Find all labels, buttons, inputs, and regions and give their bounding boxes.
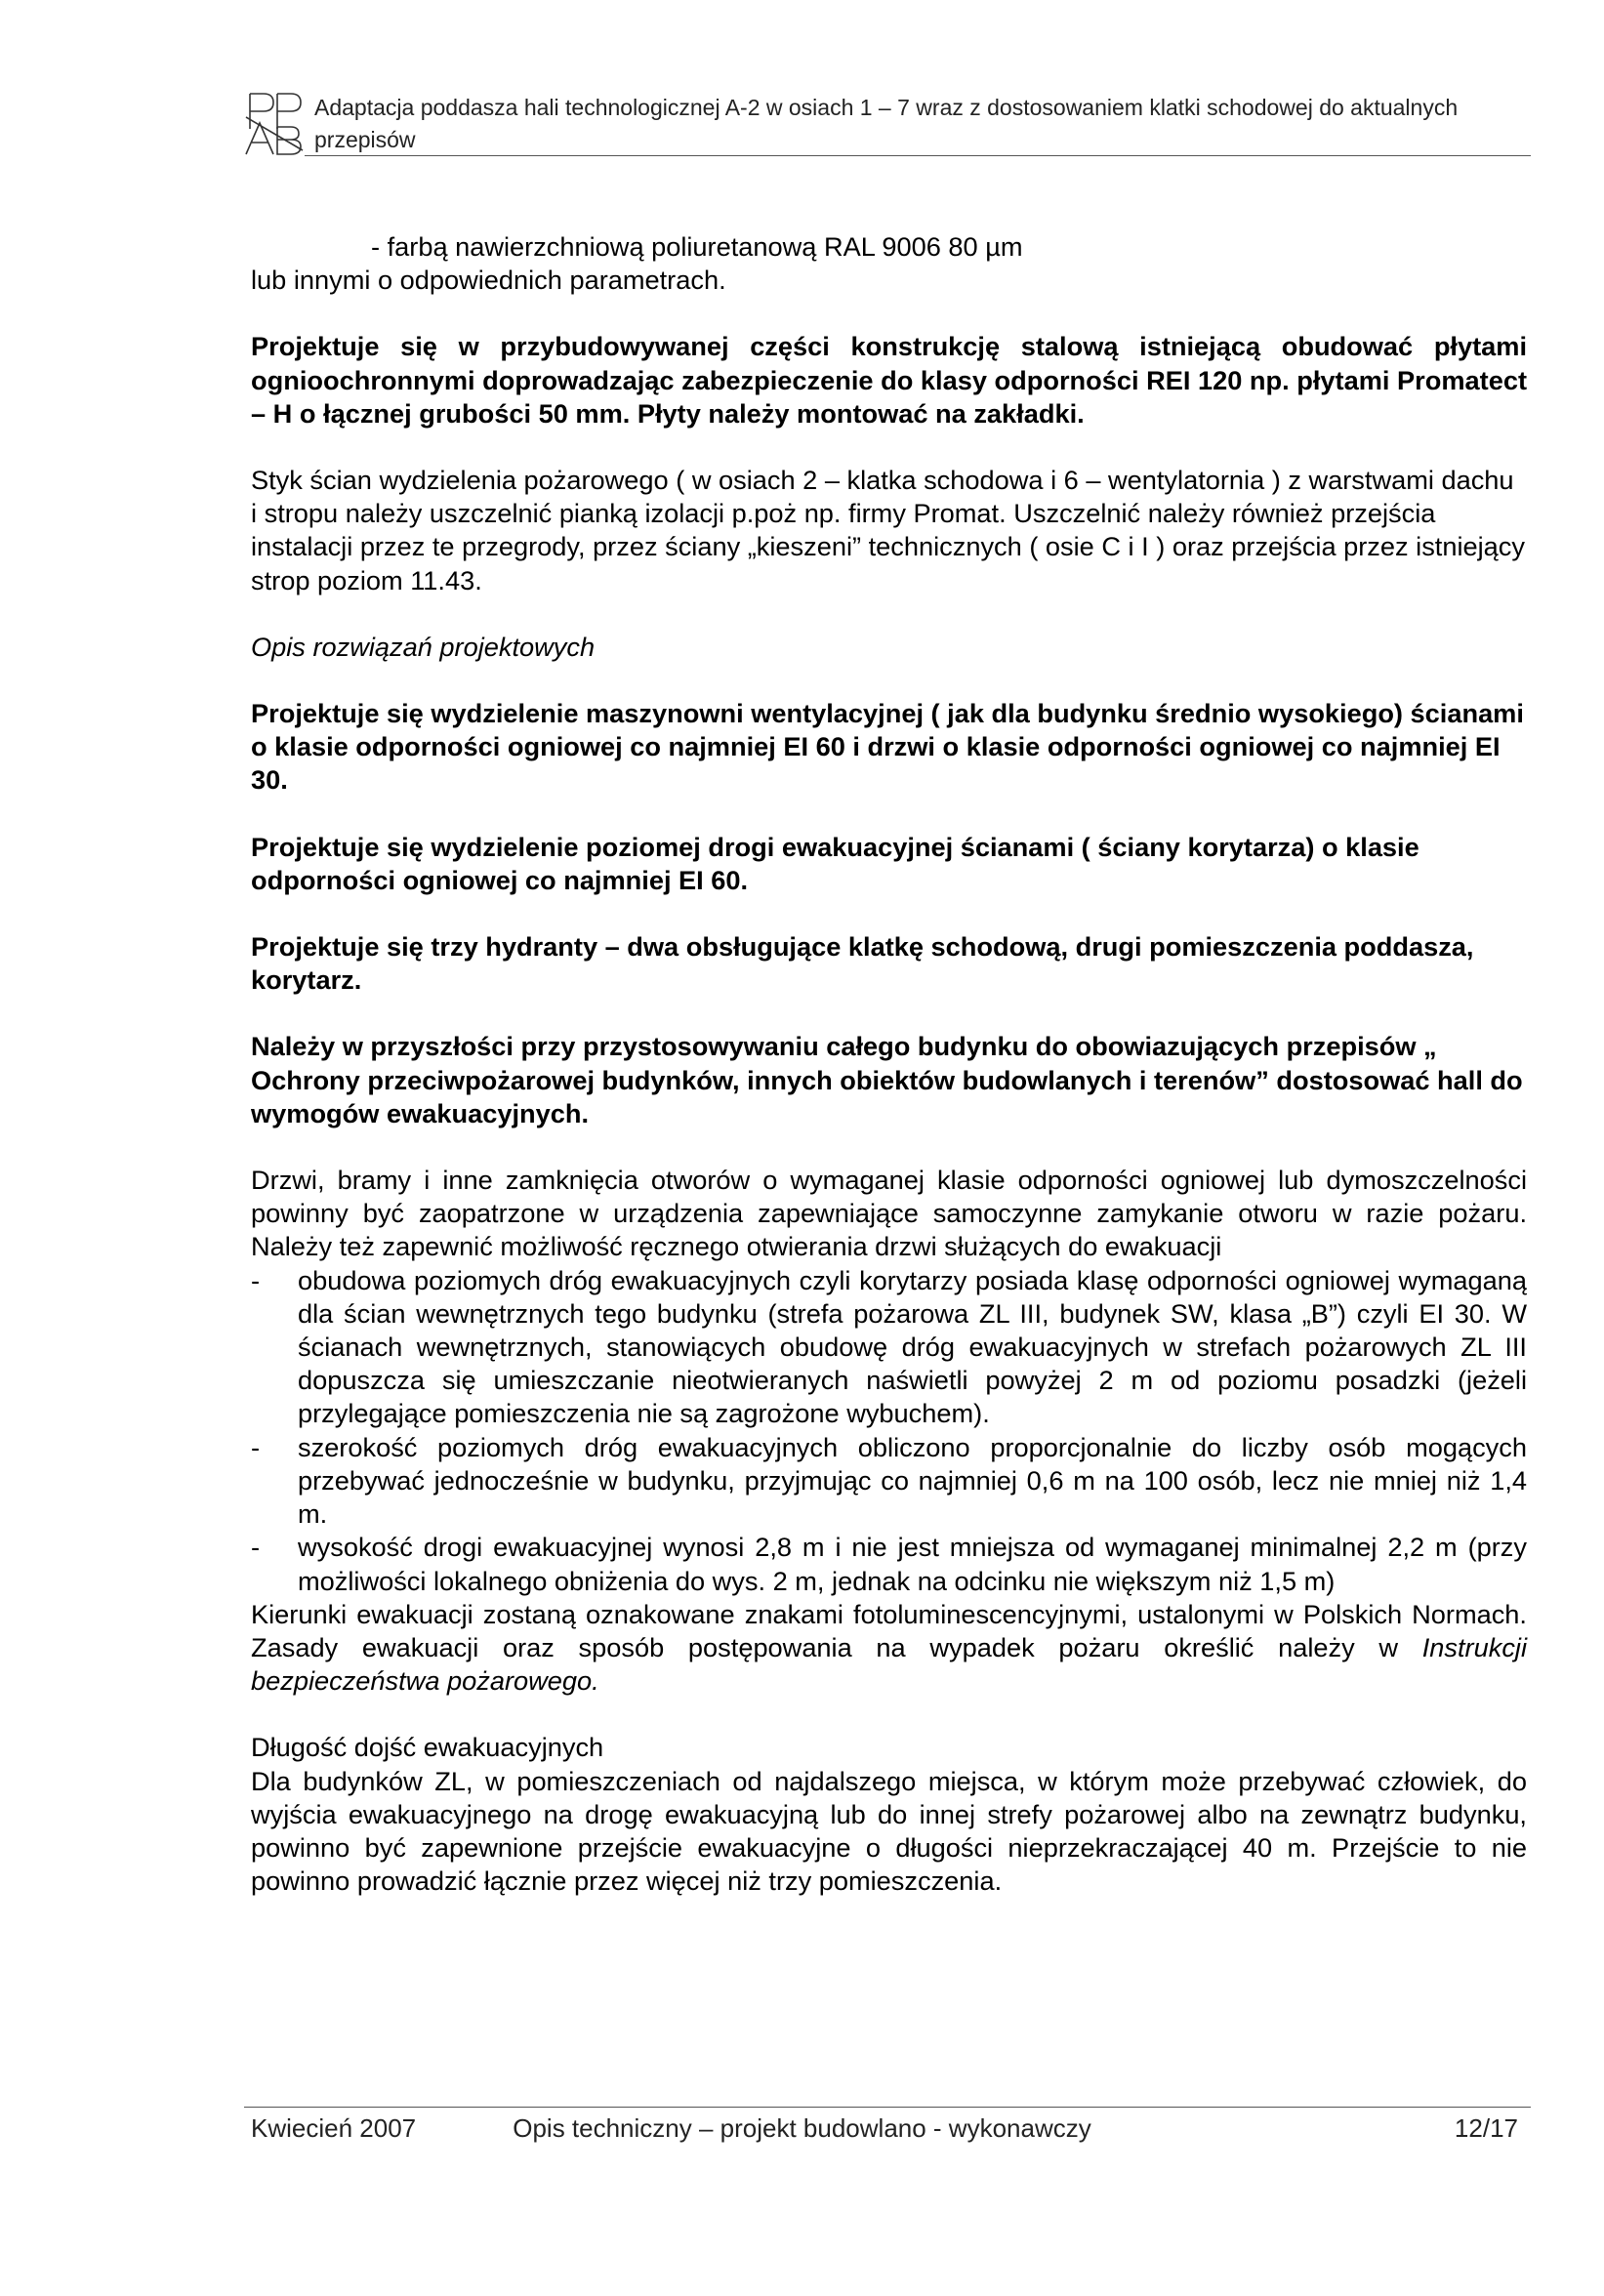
paragraph-evacuation-route: Projektuje się wydzielenie poziomej drogi ewakuacyjnej ścianami ( ściany korytarza) o klasie odporności ogniowej co najmniej EI 60. <box>251 831 1419 895</box>
paragraph-hydrants: Projektuje się trzy hydranty – dwa obsługujące klatkę schodową, drugi pomieszczenia poddasza, korytarz. <box>251 931 1474 996</box>
page-number: 12/17 <box>1454 2113 1518 2143</box>
coating-list-item: - farbą nawierzchniową poliuretanową RAL 9006 80 µm <box>371 231 1023 262</box>
header-title: Adaptacja poddasza hali technologicznej A-2 w osiach 1 – 7 wraz z dostosowaniem klatki schodowej do aktualnych przepisów <box>314 95 1459 152</box>
footer-divider <box>244 2107 1531 2108</box>
paragraph-evacuation-distance: Dla budynków ZL, w pomieszczeniach od najdalszego miejsca, w którym może przebywać człowiek, do wyjścia ewakuacyjnego na drogę ewakuacyjną lub do innej strefy pożarowej albo na zewnątrz budynku, powinno być zapewnione przejście ewakuacyjne o długości nieprzekraczającej 40 m. Przejście to nie powinno prowadzić łącznie przez więcej niż trzy pomieszczenia. <box>251 1765 1527 1897</box>
instruction-title: Instrukcji bezpieczeństwa pożarowego. <box>251 1631 1527 1697</box>
paragraph-ventilation-room: Projektuje się wydzielenie maszynowni wentylacyjnej ( jak dla budynku średnio wysokiego) ścianami o klasie odporności ogniowej co najmniej EI 60 i drzwi o klasie odporności ogniowej co najmniej EI 30. <box>251 698 1524 796</box>
ppab-logo-icon <box>244 90 305 158</box>
paragraph-fire-separation-seal: Styk ścian wydzielenia pożarowego ( w osiach 2 – klatka schodowa i 6 – wentylatornia ) z warstwami dachu i stropu należy uszczelnić pianką izolacji p.poż np. firmy Promat. Uszczelnić należy również przejścia instalacji przez te przegrody, przez ściany „kieszeni” technicznych ( osie C i I ) oraz przejścia przez istniejący strop poziom 11.43. <box>251 465 1525 595</box>
section-heading-evacuation-distance: Długość dojść ewakuacyjnych <box>251 1732 604 1763</box>
paragraph-fire-protection-boards: Projektuje się w przybudowywanej części konstrukcję stalową istniejącą obudować płytami ognioochronnymi doprowadzając zabezpieczenie do klasy odporności REI 120 np. płytami Promatect – H o łącznej grubości 50 mm. Płyty należy montować na zakładki. <box>251 331 1527 429</box>
paragraph-evacuation-signs: Kierunki ewakuacji zostaną oznakowane znakami fotoluminescencyjnymi, ustalonymi w Polskich Normach. Zasady ewakuacji oraz sposób postępowania na wypadek pożaru określić należy w Instrukcji bezpieczeństwa pożarowego. <box>251 1598 1527 1697</box>
paragraph-alternatives: lub innymi o odpowiednich parametrach. <box>251 265 726 296</box>
header-divider <box>305 155 1531 156</box>
footer-date: Kwiecień 2007 <box>251 2113 417 2143</box>
list-item: - wysokość drogi ewakuacyjnej wynosi 2,8 m i nie jest mniejsza od wymaganej minimalnej 2,2 m (przy możliwości lokalnego obniżenia do wys. 2 m, jednak na odcinku nie większym niż 1,5 m) <box>251 1532 1527 1596</box>
paragraph-doors: Drzwi, bramy i inne zamknięcia otworów o wymaganej klasie odporności ogniowej lub dymoszczelności powinny być zaopatrzone w urządzenia zapewniające samoczynne zamykanie otworu w razie pożaru. Należy też zapewnić możliwość ręcznego otwierania drzwi służących do ewakuacji <box>251 1165 1527 1262</box>
list-item: - obudowa poziomych dróg ewakuacyjnych czyli korytarzy posiada klasę odporności ogniowej wymaganą dla ścian wewnętrznych tego budynku (strefa pożarowa ZL III, budynek SW, klasa „B”) czyli EI 30. W ścianach wewnętrznych, stanowiących obudowę dróg ewakuacyjnych w strefach pożarowych ZL III dopuszcza się umieszczanie nieotwieranych naświetli powyżej 2 m od poziomu posadzki (jeżeli przylegające pomieszczenia nie są zagrożone wybuchem). <box>251 1264 1527 1429</box>
footer-title: Opis techniczny – projekt budowlano - wykonawczy <box>513 2113 1091 2143</box>
list-item: - szerokość poziomych dróg ewakuacyjnych obliczono proporcjonalnie do liczby osób mogących przebywać jednocześnie w budynku, przyjmując co najmniej 0,6 m na 100 osób, lecz nie mniej niż 1,4 m. <box>251 1431 1527 1530</box>
evacuation-requirements-list <box>251 1264 1527 1598</box>
document-body <box>251 230 1527 1898</box>
section-heading-design-solutions: Opis rozwiązań projektowych <box>251 631 596 662</box>
paragraph-future-adaptation: Należy w przyszłości przy przystosowywaniu całego budynku do obowiazujących przepisów „ Ochrony przeciwpożarowej budynków, innych obiektów budowlanych i terenów” dostosować hall do wymogów ewakuacyjnych. <box>251 1031 1523 1128</box>
